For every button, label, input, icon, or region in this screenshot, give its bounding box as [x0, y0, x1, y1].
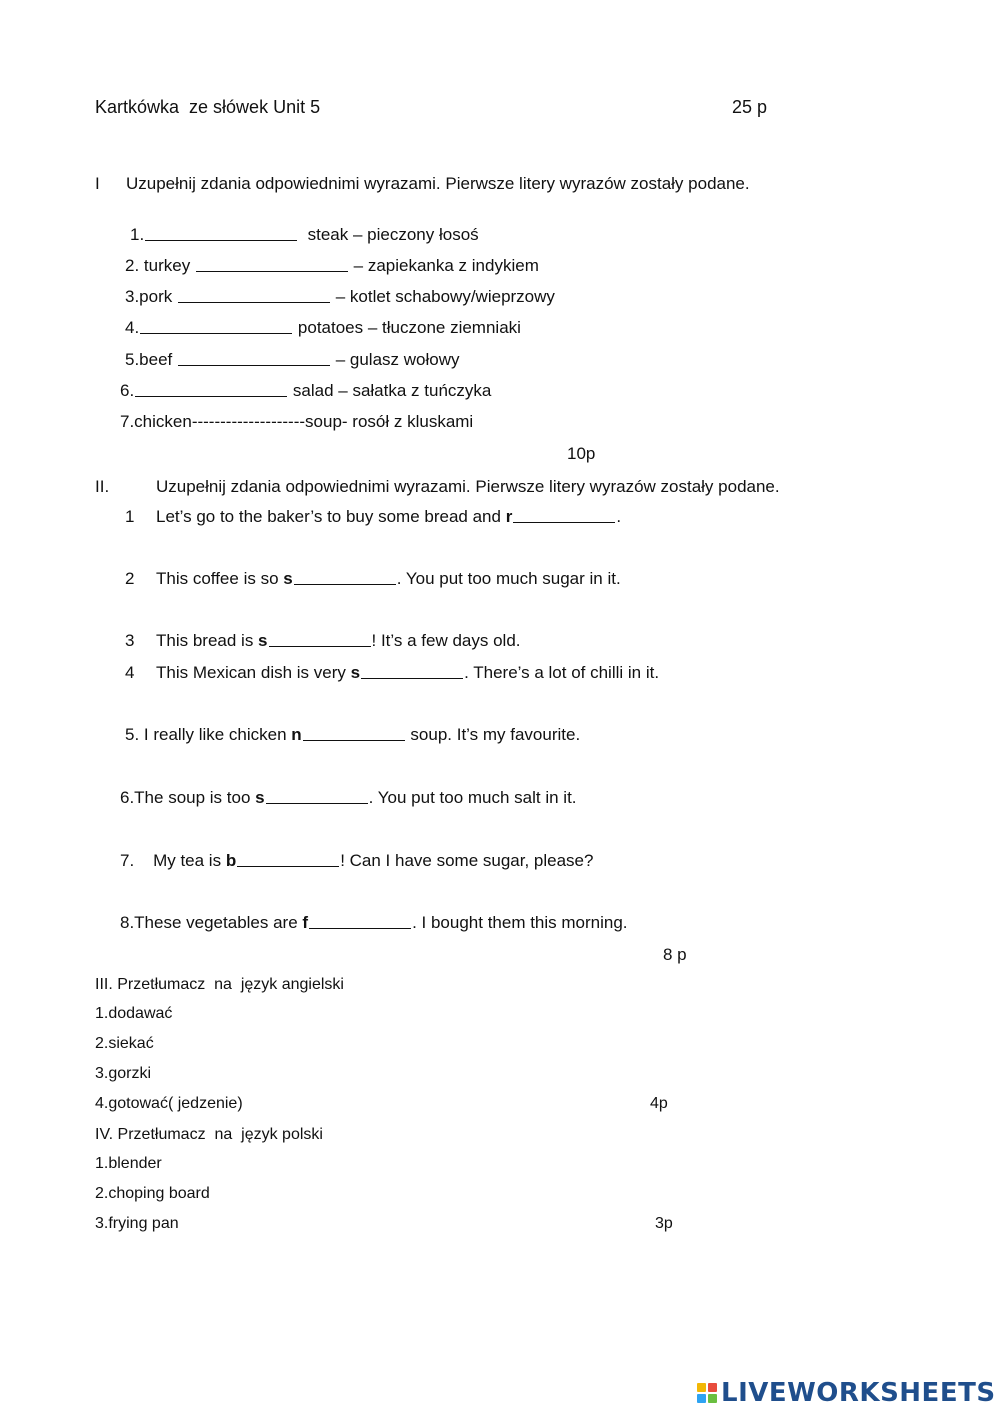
section1-number: I [95, 174, 100, 193]
s4-item-2: 2.choping board [95, 1185, 210, 1202]
section3-points: 4p [650, 1095, 668, 1112]
s2-item-6: 6.The soup is too s . You put too much salt in it. [120, 788, 577, 807]
total-points: 25 p [732, 97, 768, 117]
s2-item-7: 7. My tea is b ! Can I have some sugar, please? [120, 851, 594, 870]
s2-item-8: 8.These vegetables are f . I bought them this morning. [120, 913, 628, 932]
s2-item-1-number: 1 [125, 507, 135, 526]
s2-item-1: Let’s go to the baker’s to buy some bread and r . [156, 507, 622, 526]
s2-blank-2[interactable] [294, 583, 396, 585]
s1-blank-3[interactable] [178, 301, 330, 303]
s2-blank-3[interactable] [269, 645, 371, 647]
section2-number: II. [95, 477, 110, 496]
s3-item-4: 4.gotować( jedzenie) [95, 1095, 243, 1112]
s2-blank-4[interactable] [361, 677, 463, 679]
s2-item-2: This coffee is so s . You put too much sugar in it. [156, 569, 621, 588]
liveworksheets-logo[interactable] [697, 1378, 996, 1408]
s4-item-1: 1.blender [95, 1155, 162, 1172]
s3-item-3: 3.gorzki [95, 1065, 152, 1082]
logo-square-1 [697, 1383, 706, 1392]
s3-item-2: 2.siekać [95, 1035, 154, 1052]
s2-blank-8[interactable] [309, 927, 411, 929]
s1-item-2: 2. turkey – zapiekanka z indykiem [125, 256, 539, 275]
logo-square-4 [708, 1394, 717, 1403]
s1-item-5: 5.beef – gulasz wołowy [125, 350, 460, 369]
page-title: Kartkówka ze słówek Unit 5 [95, 97, 321, 117]
logo-mark-icon [697, 1383, 717, 1403]
s2-blank-1[interactable] [513, 521, 615, 523]
s1-item-7: 7.chicken--------------------soup- rosół z kluskami [120, 412, 474, 431]
s1-blank-6[interactable] [135, 395, 287, 397]
s2-item-4: This Mexican dish is very s . There’s a lot of chilli in it. [156, 663, 660, 682]
section4-heading: IV. Przetłumacz na język polski [95, 1126, 323, 1143]
section2-points: 8 p [663, 945, 687, 964]
section1-heading: Uzupełnij zdania odpowiednimi wyrazami. Pierwsze litery wyrazów zostały podane. [126, 174, 750, 193]
logo-text: LIVEWORKSHEETS [721, 1378, 996, 1408]
s1-item-4: 4. potatoes – tłuczone ziemniaki [125, 318, 521, 337]
s2-item-5: 5. I really like chicken n soup. It’s my favourite. [125, 725, 581, 744]
s3-item-1: 1.dodawać [95, 1005, 173, 1022]
section2-heading: Uzupełnij zdania odpowiednimi wyrazami. Pierwsze litery wyrazów zostały podane. [156, 477, 780, 496]
logo-square-2 [708, 1383, 717, 1392]
s1-blank-5[interactable] [178, 364, 330, 366]
section3-heading: III. Przetłumacz na język angielski [95, 976, 344, 993]
s2-blank-6[interactable] [266, 802, 368, 804]
s1-item-3: 3.pork – kotlet schabowy/wieprzowy [125, 287, 555, 306]
s1-item-1: 1. steak – pieczony łosoś [130, 225, 479, 244]
s1-blank-1[interactable] [145, 239, 297, 241]
s2-blank-7[interactable] [237, 865, 339, 867]
s2-item-4-number: 4 [125, 663, 135, 682]
s4-item-3: 3.frying pan [95, 1215, 179, 1232]
section1-points: 10p [567, 444, 596, 463]
s1-item-6: 6. salad – sałatka z tuńczyka [120, 381, 492, 400]
s2-item-2-number: 2 [125, 569, 135, 588]
s2-blank-5[interactable] [303, 739, 405, 741]
s1-blank-4[interactable] [140, 332, 292, 334]
s2-item-3: This bread is s ! It’s a few days old. [156, 631, 521, 650]
section4-points: 3p [655, 1215, 673, 1232]
s1-blank-2[interactable] [196, 270, 348, 272]
logo-square-3 [697, 1394, 706, 1403]
s2-item-3-number: 3 [125, 631, 135, 650]
